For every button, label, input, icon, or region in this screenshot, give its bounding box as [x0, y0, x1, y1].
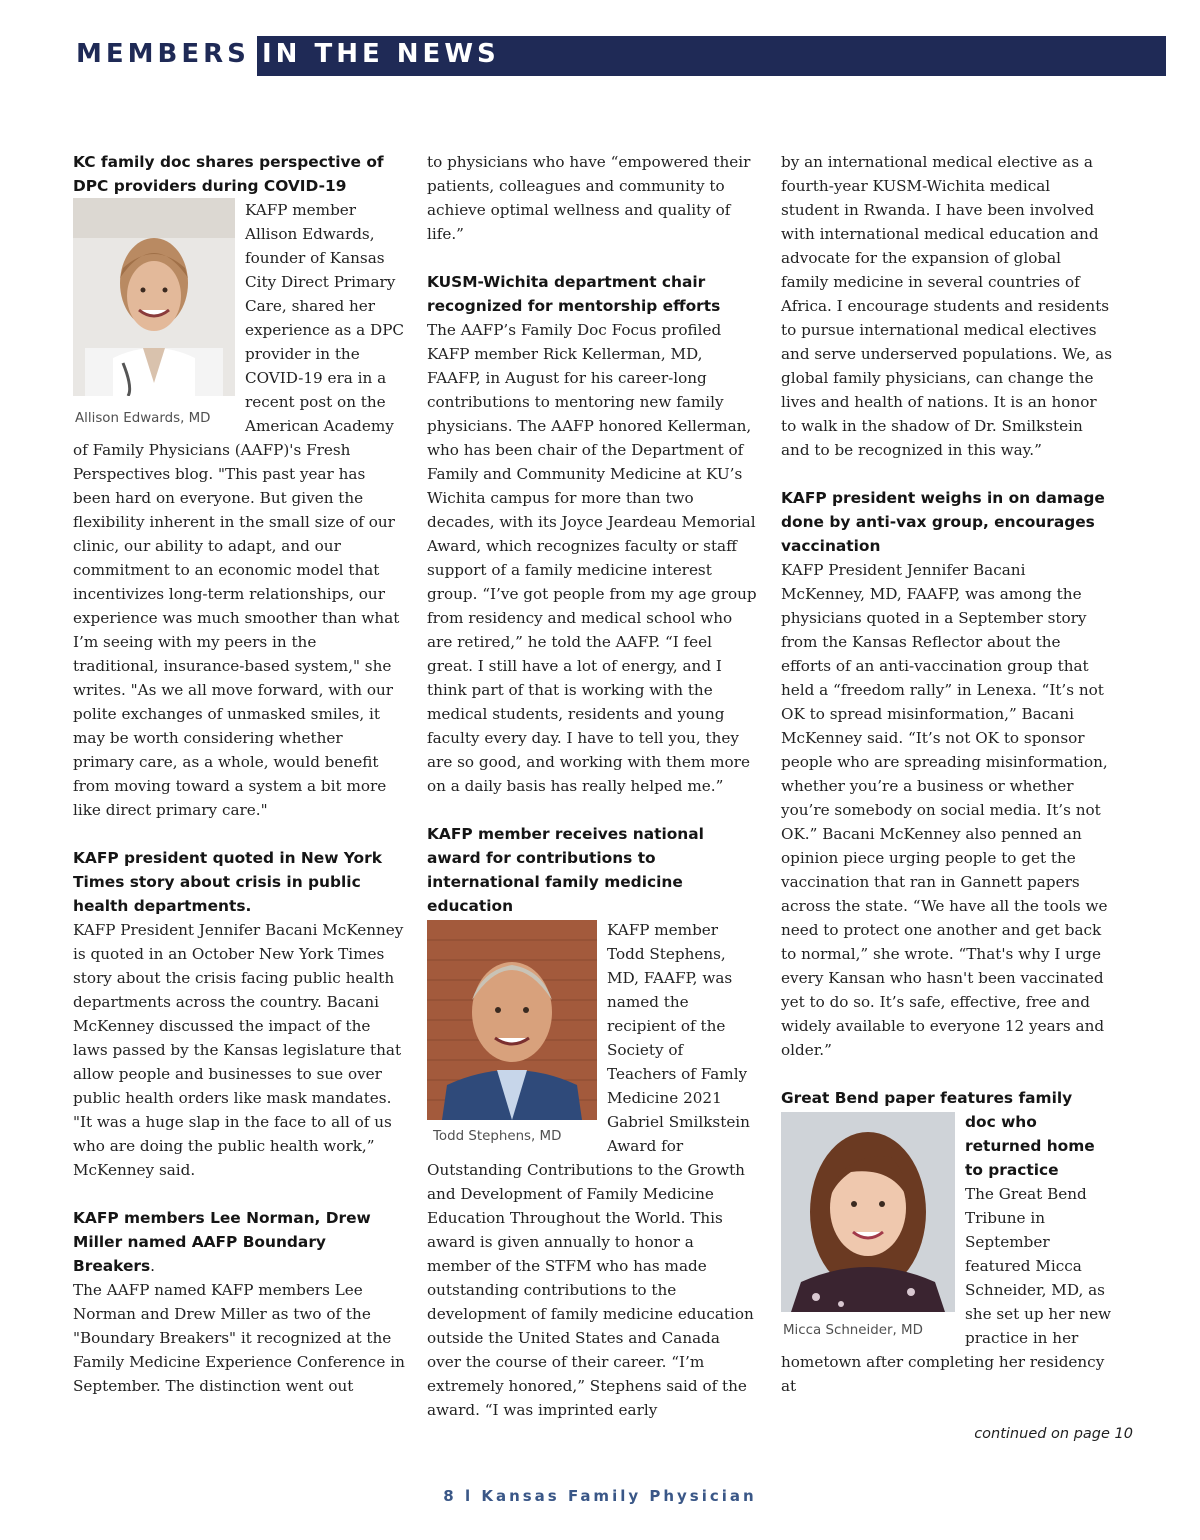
article-1-body: [73, 198, 405, 822]
article-1-body-text: KAFP member Allison Edwards, founder of Kansas City Direct Primary Care, shared her experience as a DPC provider in the COVID-19 era in a recent post on the American Academy of Family Physicians (AAFP)'s Fresh Perspectives blog. "This past year has been hard on everyone. But given the flexibility inherent in the small size of our clinic, our ability to adapt, and our commitment to an economic model that incentivizes long-term relationships, our experience was much smoother than what I’m seeing with my peers in the traditional, insurance-based system," she writes. "As we all move forward, with our polite exchanges of unmasked smiles, it may be worth considering whether primary care, as a whole, would benefit from moving toward a system a bit more like direct primary care.": [73, 201, 405, 819]
article-1-headline: KC family doc shares perspective of DPC providers during COVID-19: [73, 153, 384, 195]
micca-schneider-photo: [781, 1112, 955, 1312]
article-3-body-col2: to physicians who have “empowered their patients, colleagues and community to achieve optimal wellness and quality of life.”: [427, 153, 751, 243]
page-footer: 8 l Kansas Family Physician: [443, 1487, 757, 1505]
section-banner: [0, 36, 1166, 76]
article-5-headline: KAFP member receives national award for contributions to international family medicine education: [427, 825, 704, 915]
column-3: [781, 150, 1113, 1398]
article-3-body-col1: The AAFP named KAFP members Lee Norman and Drew Miller as two of the "Boundary Breakers" it recognized at the Family Medicine Experience Conference in September. The distinction went out: [73, 1281, 405, 1395]
article-5-body-text-col2: KAFP member Todd Stephens, MD, FAAFP, was named the recipient of the Society of Teachers of Famly Medicine 2021 Gabriel Smilkstein Award for Outstanding Contributions to the Growth and Development of Family Medicine Education Throughout the World. This award is given annually to honor a member of the STFM who has made outstanding contributions to the development of family medicine education outside the United States and Canada over the course of their career. “I’m extremely honored,” Stephens said of the award. “I was imprinted early: [427, 921, 754, 1419]
article-5-body-col2: [427, 918, 757, 1422]
article-6-body: KAFP President Jennifer Bacani McKenney, MD, FAAFP, was among the physicians quoted in a September story from the Kansas Reflector about the efforts of an anti-vaccination group that held a “freedom rally” in Lenexa. “It’s not OK to spread misinformation,” Bacani McKenney said. “It’s not OK to sponsor people who are spreading misinformation, whether you’re a business or whether you’re somebody on social media. It’s not OK.” Bacani McKenney also penned an opinion piece urging people to get the vaccination that ran in Gannett papers across the state. “We have all the tools we need to protect one another and get back to normal,” she wrote. “That's why I urge every Kansan who hasn't been vaccinated yet to do so. It’s safe, effective, free and widely available to everyone 12 years and older.”: [781, 561, 1108, 1059]
article-5-body-col3: by an international medical elective as a fourth-year KUSM-Wichita medical student in Rwanda. I have been involved with international medical education and advocate for the expansion of global family medicine in several countries of Africa. I encourage students and residents to pursue international medical electives and serve underserved populations. We, as global family physicians, can change the lives and health of nations. It is an honor to walk in the shadow of Dr. Smilkstein and to be recognized in this way.”: [781, 153, 1112, 459]
article-4-body: The AAFP’s Family Doc Focus profiled KAFP member Rick Kellerman, MD, FAAFP, in August for his career-long contributions to mentoring new family physicians. The AAFP honored Kellerman, who has been chair of the Department of Family and Community Medicine at KU’s Wichita campus for more than two decades, with its Joyce Jeardeau Memorial Award, which recognizes faculty or staff support of a family medicine interest group. “I’ve got people from my age group from residency and medical school who are retired,” he told the AAFP. “I feel great. I still have a lot of energy, and I think part of that is working with the medical students, residents and young faculty every day. I have to tell you, they are so good, and working with them more on a daily basis has really helped me.”: [427, 321, 757, 795]
article-3-headline-period: .: [150, 1257, 156, 1275]
article-7-photo-figure: [781, 1112, 955, 1340]
article-5-photo-figure: [427, 920, 597, 1146]
article-3-headline: [73, 1206, 405, 1278]
article-5-photo-caption: Todd Stephens, MD: [433, 1129, 562, 1144]
article-2-body: KAFP President Jennifer Bacani McKenney is quoted in an October New York Times story about the crisis facing public health departments across the country. Bacani McKenney discussed the impact of the laws passed by the Kansas legislature that allow people and businesses to sue over public health orders like mask mandates. "It was a huge slap in the face to all of us who are doing the public health work,” McKenney said.: [73, 921, 404, 1179]
banner-in-the-news-text: IN THE NEWS: [262, 39, 500, 69]
article-1-photo-caption: Allison Edwards, MD: [75, 411, 211, 426]
article-6-headline: KAFP president weighs in on damage done by anti-vax group, encourages vaccination: [781, 489, 1105, 555]
article-3-headline-text: KAFP members Lee Norman, Drew Miller named AAFP Boundary Breakers: [73, 1209, 371, 1275]
article-2-headline: KAFP president quoted in New York Times story about crisis in public health departments.: [73, 849, 382, 915]
allison-edwards-photo: [73, 198, 235, 396]
article-7-body: The Great Bend Tribune in September featured Micca Schneider, MD, as she set up her new practice in her hometown after completing her residency at: [781, 1185, 1112, 1395]
article-1-photo-figure: [73, 198, 235, 428]
column-1: [73, 150, 405, 1398]
todd-stephens-photo: [427, 920, 597, 1120]
article-7-photo-caption: Micca Schneider, MD: [783, 1323, 923, 1338]
article-4-headline: KUSM-Wichita department chair recognized for mentorship efforts: [427, 273, 721, 315]
article-7-headline-rest: doc who returned home to practice: [965, 1113, 1095, 1179]
continued-on-page-note: continued on page 10: [974, 1426, 1133, 1442]
article-7-headline-line1: Great Bend paper features family: [781, 1089, 1073, 1107]
banner-members-text: MEMBERS: [76, 39, 250, 69]
column-2: [427, 150, 757, 1422]
